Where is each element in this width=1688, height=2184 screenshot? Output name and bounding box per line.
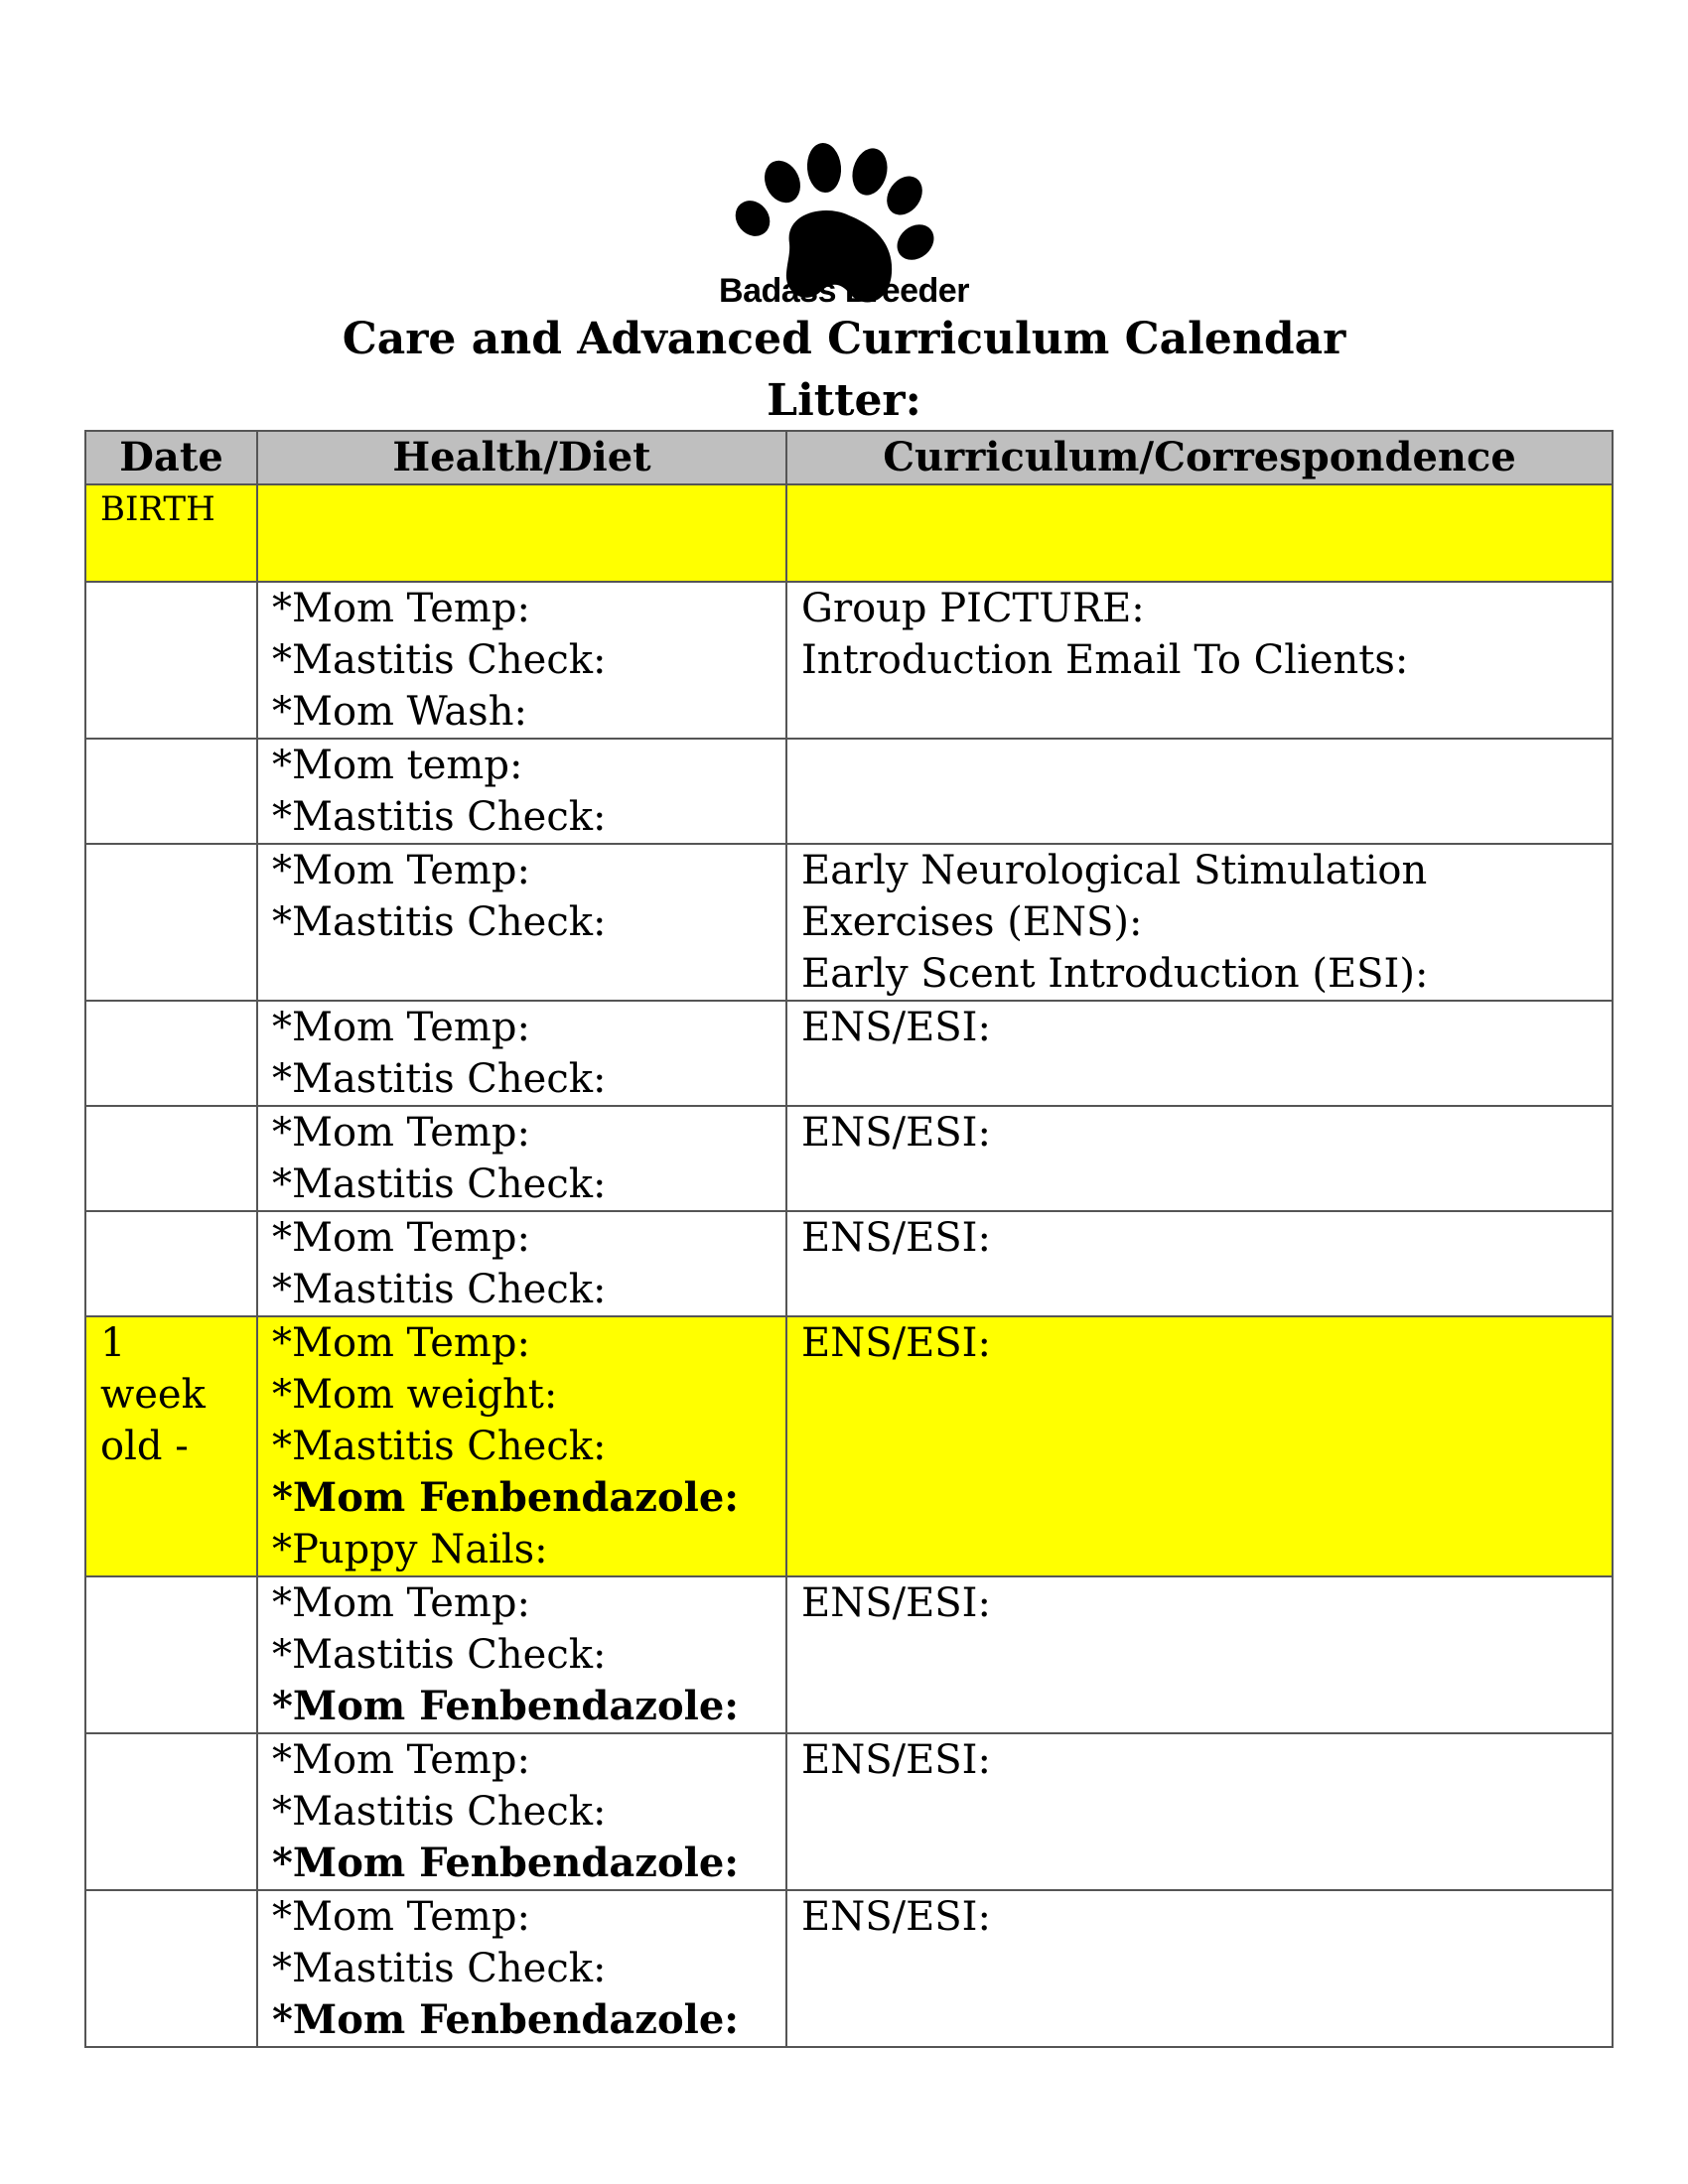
date-cell — [85, 1576, 257, 1733]
date-cell — [85, 1211, 257, 1316]
table-row — [85, 484, 1613, 582]
health-cell: *Mom Temp: *Mastitis Check: — [257, 844, 786, 1001]
health-cell: *Mom Temp: *Mastitis Check: *Mom Fenbendazole: — [257, 1576, 786, 1733]
curriculum-cell: ENS/ESI: — [786, 1890, 1613, 2047]
health-cell: *Mom Temp: *Mastitis Check: — [257, 1211, 786, 1316]
header-date: Date — [85, 431, 257, 484]
curriculum-cell: ENS/ESI: — [786, 1733, 1613, 1890]
health-cell — [257, 484, 786, 582]
date-cell — [85, 1890, 257, 2047]
date-cell — [85, 739, 257, 844]
page-title: Care and Advanced Curriculum Calendar — [342, 314, 1346, 364]
date-cell — [85, 844, 257, 1001]
header-row — [85, 431, 1613, 484]
health-cell: *Mom Temp: *Mastitis Check: — [257, 1106, 786, 1211]
table-row — [85, 739, 1613, 844]
health-cell: *Mom Temp: *Mastitis Check: — [257, 1001, 786, 1106]
table-row — [85, 1001, 1613, 1106]
health-cell: *Mom temp: *Mastitis Check: — [257, 739, 786, 844]
date-cell: 1 week old - — [85, 1316, 257, 1576]
litter-label: Litter: — [767, 375, 921, 426]
health-cell: *Mom Temp: *Mastitis Check: *Mom Fenbendazole: — [257, 1890, 786, 2047]
health-cell: *Mom Temp: *Mastitis Check: *Mom Wash: — [257, 582, 786, 739]
header-health-diet: Health/Diet — [257, 431, 786, 484]
calendar-table — [84, 430, 1614, 2048]
date-cell: BIRTH — [85, 484, 257, 582]
header-curriculum: Curriculum/Correspondence — [786, 431, 1613, 484]
curriculum-cell: ENS/ESI: — [786, 1001, 1613, 1106]
health-cell: *Mom Temp: *Mastitis Check: *Mom Fenbendazole: — [257, 1733, 786, 1890]
date-cell — [85, 1106, 257, 1211]
curriculum-cell: Early Neurological Stimulation Exercises (ENS): Early Scent Introduction (ESI): — [786, 844, 1613, 1001]
table-row — [85, 1733, 1613, 1890]
table-row — [85, 1576, 1613, 1733]
curriculum-cell: Group PICTURE: Introduction Email To Clients: — [786, 582, 1613, 739]
table-row — [85, 1211, 1613, 1316]
curriculum-cell: ENS/ESI: — [786, 1576, 1613, 1733]
table-row — [85, 844, 1613, 1001]
curriculum-cell: ENS/ESI: — [786, 1316, 1613, 1576]
health-cell: *Mom Temp: *Mom weight: *Mastitis Check: *Mom Fenbendazole: *Puppy Nails: — [257, 1316, 786, 1576]
date-cell — [85, 1733, 257, 1890]
curriculum-cell — [786, 484, 1613, 582]
brand-name: Badass Breeder — [719, 272, 969, 310]
date-cell — [85, 582, 257, 739]
date-cell — [85, 1001, 257, 1106]
table-row — [85, 1316, 1613, 1576]
curriculum-cell: ENS/ESI: — [786, 1106, 1613, 1211]
table-row — [85, 1106, 1613, 1211]
table-row — [85, 582, 1613, 739]
curriculum-cell: ENS/ESI: — [786, 1211, 1613, 1316]
curriculum-cell — [786, 739, 1613, 844]
table-row — [85, 1890, 1613, 2047]
